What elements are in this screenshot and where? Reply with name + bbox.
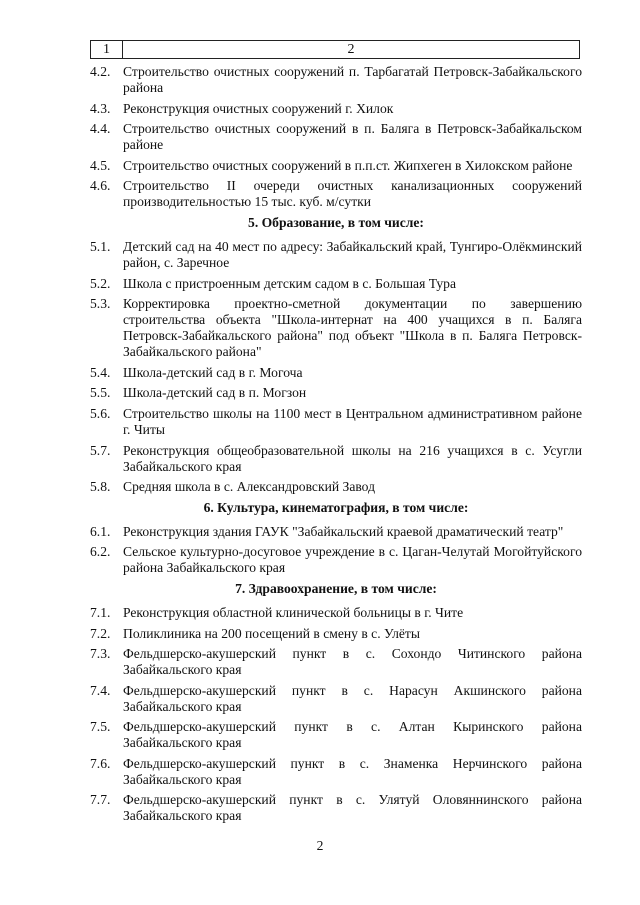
list-item bbox=[90, 646, 582, 678]
document-body bbox=[90, 64, 582, 829]
section-heading-education: 5. Образование, в том числе: bbox=[248, 214, 424, 230]
item-text: Фельдшерско-акушерский пункт в с. Нарасун Акшинского района Забайкальского края bbox=[123, 682, 582, 714]
item-text: Фельдшерско-акушерский пункт в с. Алтан Кыринского района Забайкальского края bbox=[123, 719, 582, 751]
list-item bbox=[90, 756, 582, 788]
item-text: Строительство II очереди очистных канализационных сооружений производительностью 15 тыс. куб. м/сутки bbox=[123, 178, 582, 210]
item-number: 5.1. bbox=[90, 238, 111, 254]
item-text: Корректировка проектно-сметной документации по завершению строительства объекта "Школа-интернат на 400 учащихся в п. Баляга Петровск-Забайкальского района" под объект "Школа в п. Баляга Петровск-Забайкальского района" bbox=[123, 296, 582, 360]
item-text: Школа с пристроенным детским садом в с. Большая Тура bbox=[123, 275, 456, 291]
item-text: Детский сад на 40 мест по адресу: Забайкальский край, Тунгиро-Олёкминский район, с. Заречное bbox=[123, 238, 582, 270]
item-number: 4.5. bbox=[90, 157, 111, 173]
item-number: 5.5. bbox=[90, 385, 111, 401]
item-text: Фельдшерско-акушерский пункт в с. Знаменка Нерчинского района Забайкальского края bbox=[123, 755, 582, 787]
item-number: 5.4. bbox=[90, 364, 111, 380]
list-item bbox=[90, 524, 582, 540]
item-number: 4.3. bbox=[90, 100, 111, 116]
item-number: 7.7. bbox=[90, 792, 111, 808]
item-number: 7.2. bbox=[90, 625, 111, 641]
table-header bbox=[90, 40, 580, 59]
item-number: 7.4. bbox=[90, 682, 111, 698]
item-number: 6.1. bbox=[90, 523, 111, 539]
section-heading-healthcare: 7. Здравоохранение, в том числе: bbox=[235, 580, 437, 596]
item-number: 5.8. bbox=[90, 479, 111, 495]
list-item bbox=[90, 178, 582, 210]
item-text: Школа-детский сад в п. Могзон bbox=[123, 385, 307, 401]
list-item bbox=[90, 406, 582, 438]
list-item bbox=[90, 239, 582, 271]
item-number: 7.6. bbox=[90, 755, 111, 771]
section-heading-culture: 6. Культура, кинематография, в том числе: bbox=[203, 499, 469, 515]
list-item bbox=[90, 385, 582, 401]
list-item bbox=[90, 158, 582, 174]
list-item bbox=[90, 792, 582, 824]
item-text: Реконструкция общеобразовательной школы на 216 учащихся в с. Усугли Забайкальского края bbox=[123, 442, 582, 474]
items-group-6 bbox=[90, 524, 582, 577]
item-text: Поликлиника на 200 посещений в смену в с. Улёты bbox=[123, 625, 420, 641]
list-item bbox=[90, 365, 582, 381]
list-item bbox=[90, 296, 582, 360]
column-1-header: 1 bbox=[91, 41, 123, 58]
item-text: Сельское культурно-досуговое учреждение в с. Цаган-Челутай Могойтуйского района Забайкальского края bbox=[123, 544, 582, 576]
item-number: 5.2. bbox=[90, 275, 111, 291]
column-2-header: 2 bbox=[347, 42, 355, 57]
item-number: 6.2. bbox=[90, 544, 111, 560]
list-item bbox=[90, 626, 582, 642]
item-number: 7.3. bbox=[90, 646, 111, 662]
item-number: 5.6. bbox=[90, 405, 111, 421]
items-group-4 bbox=[90, 64, 582, 210]
item-number: 5.3. bbox=[90, 296, 111, 312]
item-number: 4.4. bbox=[90, 121, 111, 137]
item-text: Школа-детский сад в г. Могоча bbox=[123, 364, 303, 380]
list-item bbox=[90, 276, 582, 292]
list-item bbox=[90, 605, 582, 621]
item-number: 7.1. bbox=[90, 604, 111, 620]
item-text: Реконструкция областной клинической больницы в г. Чите bbox=[123, 604, 464, 620]
item-text: Строительство школы на 1100 мест в Центральном административном районе г. Читы bbox=[123, 405, 582, 437]
list-item bbox=[90, 683, 582, 715]
list-item bbox=[90, 544, 582, 576]
list-item bbox=[90, 101, 582, 117]
item-number: 4.6. bbox=[90, 178, 111, 194]
item-number: 5.7. bbox=[90, 442, 111, 458]
item-text: Фельдшерско-акушерский пункт в с. Улятуй Оловяннинского района Забайкальского края bbox=[123, 792, 582, 824]
list-item bbox=[90, 719, 582, 751]
item-text: Реконструкция здания ГАУК "Забайкальский краевой драматический театр" bbox=[123, 523, 564, 539]
item-text: Строительство очистных сооружений в п.п.ст. Жипхеген в Хилокском районе bbox=[123, 157, 573, 173]
item-text: Реконструкция очистных сооружений г. Хилок bbox=[123, 100, 394, 116]
items-group-5 bbox=[90, 239, 582, 495]
list-item bbox=[90, 64, 582, 96]
list-item bbox=[90, 479, 582, 495]
item-text: Строительство очистных сооружений п. Тарбагатай Петровск-Забайкальского района bbox=[123, 64, 582, 95]
page-number: 2 bbox=[316, 838, 324, 853]
item-number: 7.5. bbox=[90, 719, 111, 735]
item-text: Фельдшерско-акушерский пункт в с. Сохондо Читинского района Забайкальского края bbox=[123, 646, 582, 678]
list-item bbox=[90, 443, 582, 475]
item-text: Средняя школа в с. Александровский Завод bbox=[123, 479, 376, 495]
list-item bbox=[90, 121, 582, 153]
item-number: 4.2. bbox=[90, 64, 111, 79]
items-group-7 bbox=[90, 605, 582, 825]
item-text: Строительство очистных сооружений в п. Баляга в Петровск-Забайкальском районе bbox=[123, 121, 582, 153]
